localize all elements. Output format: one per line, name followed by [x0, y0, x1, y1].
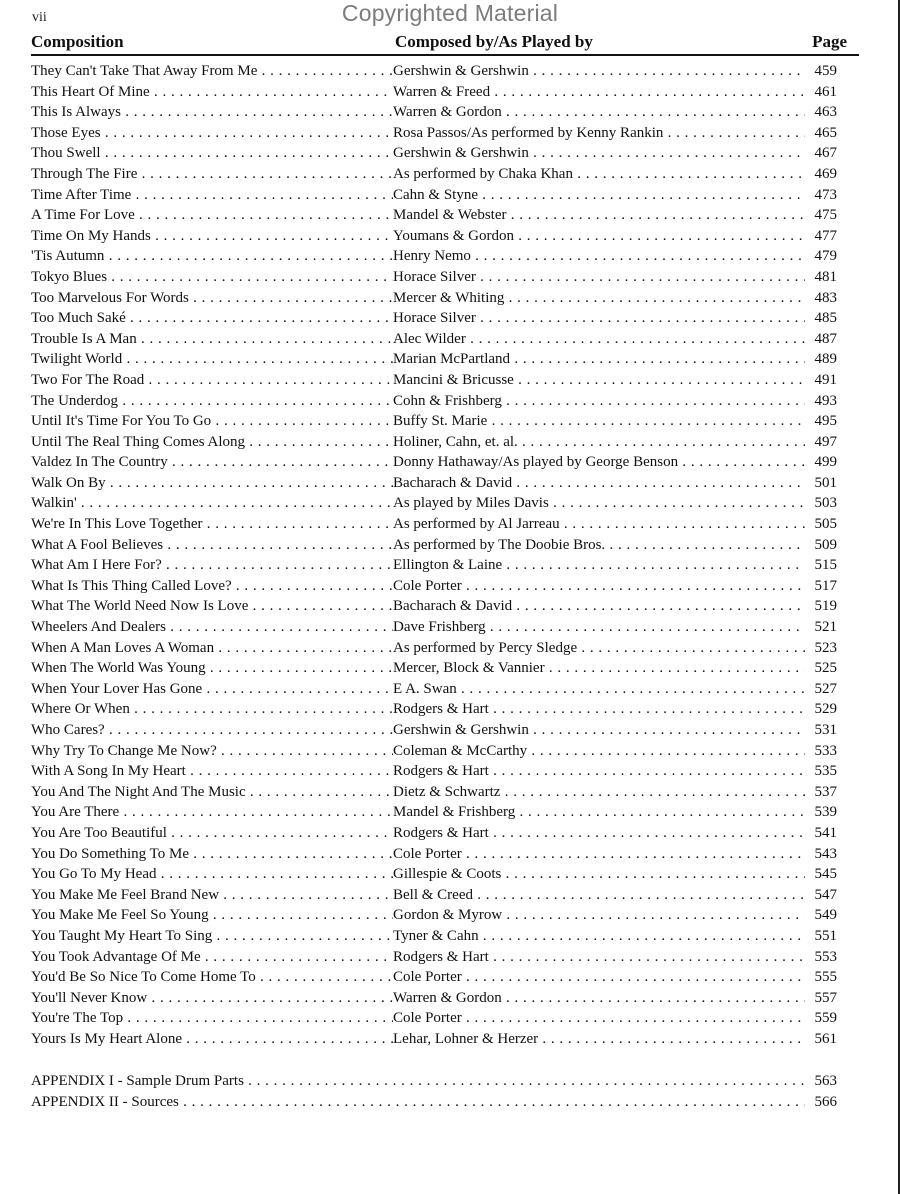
composer: Bacharach & David . . . — [393, 596, 805, 617]
table-row — [31, 473, 837, 494]
page-ref: 495 — [814, 413, 837, 430]
header-composition: Composition — [31, 32, 124, 51]
page-ref: 555 — [814, 969, 837, 986]
page-ref: 477 — [814, 227, 837, 244]
composer: Alec Wilder . . . — [393, 329, 805, 350]
page-ref: 553 — [814, 948, 837, 965]
page-ref: 529 — [814, 701, 837, 718]
composition-title: Until The Real Thing Comes Along . . . — [31, 432, 393, 453]
table-row — [31, 102, 837, 123]
table-row — [31, 226, 837, 247]
composition-title: Walk On By . . . — [31, 473, 393, 494]
composer: As played by Miles Davis . . . — [393, 493, 805, 514]
table-row — [31, 267, 837, 288]
composition-title: Until It's Time For You To Go . . . — [31, 411, 393, 432]
composition-title: Valdez In The Country . . . — [31, 452, 393, 473]
composer: Henry Nemo . . . — [393, 246, 805, 267]
composition-title: You'd Be So Nice To Come Home To . . . — [31, 967, 393, 988]
composition-title: Two For The Road . . . — [31, 370, 393, 391]
table-row — [31, 679, 837, 700]
page-ref: 521 — [814, 619, 837, 636]
composer: Rodgers & Hart . . . — [393, 761, 805, 782]
composition-title: With A Song In My Heart . . . — [31, 761, 393, 782]
composition-title: We're In This Love Together . . . — [31, 514, 393, 535]
composition-title: They Can't Take That Away From Me . . . — [31, 61, 393, 82]
table-row — [31, 143, 837, 164]
composition-title: Where Or When . . . — [31, 699, 393, 720]
page-ref: 491 — [814, 371, 837, 388]
table-row — [31, 164, 837, 185]
composer: Mandel & Webster . . . — [393, 205, 805, 226]
composer: Gershwin & Gershwin . . . — [393, 143, 805, 164]
composition-title: What A Fool Believes . . . — [31, 535, 393, 556]
composer: Cahn & Styne . . . — [393, 185, 805, 206]
table-row — [31, 617, 837, 638]
page-ref: 499 — [814, 454, 837, 471]
table-row — [31, 926, 837, 947]
page-ref: 461 — [814, 83, 837, 100]
page-ref: 533 — [814, 742, 837, 759]
composer: Gordon & Myrow . . . — [393, 905, 805, 926]
page-ref: 537 — [814, 783, 837, 800]
page-ref: 561 — [814, 1030, 837, 1047]
table-row — [31, 61, 837, 82]
composition-title: When The World Was Young . . . — [31, 658, 393, 679]
table-row — [31, 308, 837, 329]
composition-title: A Time For Love . . . — [31, 205, 393, 226]
page-ref: 545 — [814, 866, 837, 883]
table-row — [31, 947, 837, 968]
composer: Cole Porter . . . — [393, 576, 805, 597]
page-ref: 481 — [814, 268, 837, 285]
composition-title: When A Man Loves A Woman . . . — [31, 638, 393, 659]
page-ref: 479 — [814, 248, 837, 265]
contents-list — [31, 61, 837, 1050]
composition-title: You Go To My Head . . . — [31, 864, 393, 885]
page-ref: 515 — [814, 557, 837, 574]
composition-title: Through The Fire . . . — [31, 164, 393, 185]
page-ref: 551 — [814, 927, 837, 944]
composer: Mancini & Bricusse . . . — [393, 370, 805, 391]
page-ref: 525 — [814, 660, 837, 677]
table-row — [31, 514, 837, 535]
composer: Buffy St. Marie . . . — [393, 411, 805, 432]
page-ref: 505 — [814, 516, 837, 533]
composition-title: Too Much Saké . . . — [31, 308, 393, 329]
page-ref: 475 — [814, 207, 837, 224]
composition-title: You Make Me Feel So Young . . . — [31, 905, 393, 926]
composer: As performed by The Doobie Bros. . . . — [393, 535, 805, 556]
composer: Warren & Gordon . . . — [393, 988, 805, 1009]
table-row — [31, 782, 837, 803]
composer: Marian McPartland . . . — [393, 349, 805, 370]
page-ref: 489 — [814, 351, 837, 368]
composition-title: You're The Top . . . — [31, 1008, 393, 1029]
composition-title: This Heart Of Mine . . . — [31, 82, 393, 103]
page-ref: 519 — [814, 598, 837, 615]
page-ref: 523 — [814, 639, 837, 656]
composition-title: You Took Advantage Of Me . . . — [31, 947, 393, 968]
table-row — [31, 741, 837, 762]
table-row — [31, 82, 837, 103]
composer: Gillespie & Coots . . . — [393, 864, 805, 885]
table-row — [31, 1008, 837, 1029]
composition-title: Who Cares? . . . — [31, 720, 393, 741]
composer: Rodgers & Hart . . . — [393, 947, 805, 968]
table-row — [31, 844, 837, 865]
composer: Cole Porter . . . — [393, 844, 805, 865]
page-ref: 485 — [814, 310, 837, 327]
composer: Rodgers & Hart . . . — [393, 823, 805, 844]
composer: Youmans & Gordon . . . — [393, 226, 805, 247]
composer: Gershwin & Gershwin . . . — [393, 720, 805, 741]
page-ref: 509 — [814, 536, 837, 553]
composition-title: What Is This Thing Called Love? . . . — [31, 576, 393, 597]
composition-title: What Am I Here For? . . . — [31, 555, 393, 576]
table-row — [31, 1029, 837, 1050]
composition-title: The Underdog . . . — [31, 391, 393, 412]
composition-title: When Your Lover Has Gone . . . — [31, 679, 393, 700]
table-row — [31, 370, 837, 391]
composer: As performed by Chaka Khan . . . — [393, 164, 805, 185]
composition-title: Too Marvelous For Words . . . — [31, 288, 393, 309]
table-row — [31, 391, 837, 412]
composition-title: You Do Something To Me . . . — [31, 844, 393, 865]
page-ref: 549 — [814, 907, 837, 924]
composer: Tyner & Cahn . . . — [393, 926, 805, 947]
composer: Coleman & McCarthy . . . — [393, 741, 805, 762]
composition-title: Wheelers And Dealers . . . — [31, 617, 393, 638]
table-row — [31, 452, 837, 473]
copyright-watermark: Copyrighted Material — [341, 0, 559, 26]
composition-title: You'll Never Know . . . — [31, 988, 393, 1009]
composition-title: Time After Time . . . — [31, 185, 393, 206]
page-ref: 501 — [814, 474, 837, 491]
table-row — [31, 885, 837, 906]
composition-title: Thou Swell . . . — [31, 143, 393, 164]
page-ref: 539 — [814, 804, 837, 821]
composition-title: You Taught My Heart To Sing . . . — [31, 926, 393, 947]
page-number: vii — [32, 10, 47, 25]
table-row — [31, 205, 837, 226]
page-ref: 467 — [814, 145, 837, 162]
page-ref: 517 — [814, 577, 837, 594]
page-ref: 459 — [814, 63, 837, 79]
header-composed-by: Composed by/As Played by — [395, 32, 593, 51]
composer: Ellington & Laine . . . — [393, 555, 805, 576]
table-row — [31, 288, 837, 309]
table-row — [31, 329, 837, 350]
table-row — [31, 246, 837, 267]
composer: Donny Hathaway/As played by George Benson . . . — [393, 452, 805, 473]
table-row — [31, 349, 837, 370]
page-ref: 527 — [814, 680, 837, 697]
composition-title: Tokyo Blues . . . — [31, 267, 393, 288]
table-row — [31, 988, 837, 1009]
composer: Horace Silver . . . — [393, 308, 805, 329]
composition-title: You Are Too Beautiful . . . — [31, 823, 393, 844]
composer: Gershwin & Gershwin . . . — [393, 61, 805, 82]
page-ref: 487 — [814, 330, 837, 347]
composition-title: You Make Me Feel Brand New . . . — [31, 885, 393, 906]
page-ref: 465 — [814, 124, 837, 141]
page-ref: 463 — [814, 104, 837, 121]
table-row — [31, 596, 837, 617]
composer: Dave Frishberg . . . — [393, 617, 805, 638]
composer: Holiner, Cahn, et. al. . . . — [393, 432, 805, 453]
appendix-page: 566 — [814, 1093, 837, 1110]
table-header — [31, 30, 859, 56]
appendix-page: 563 — [814, 1073, 837, 1089]
header-page: Page — [812, 32, 847, 51]
composition-title: Time On My Hands . . . — [31, 226, 393, 247]
page-ref: 557 — [814, 989, 837, 1006]
table-row — [31, 185, 837, 206]
table-row — [31, 432, 837, 453]
table-row — [31, 761, 837, 782]
table-row — [31, 658, 837, 679]
composition-title: Twilight World . . . — [31, 349, 393, 370]
appendix-row — [31, 1071, 837, 1092]
composition-title: Yours Is My Heart Alone . . . — [31, 1029, 393, 1050]
table-row — [31, 123, 837, 144]
page-ref: 469 — [814, 165, 837, 182]
composition-title: Those Eyes . . . — [31, 123, 393, 144]
page-ref: 543 — [814, 845, 837, 862]
table-row — [31, 535, 837, 556]
composer: Bacharach & David . . . — [393, 473, 805, 494]
appendix-label: APPENDIX I - Sample Drum Parts . . . — [31, 1071, 805, 1092]
composer: Rodgers & Hart . . . — [393, 699, 805, 720]
composer: Cole Porter . . . — [393, 1008, 805, 1029]
page-ref: 493 — [814, 392, 837, 409]
table-row — [31, 967, 837, 988]
composer: Warren & Freed . . . — [393, 82, 805, 103]
page-ref: 497 — [814, 433, 837, 450]
composition-title: Trouble Is A Man . . . — [31, 329, 393, 350]
table-row — [31, 576, 837, 597]
composition-title: Walkin' . . . — [31, 493, 393, 514]
page-ref: 483 — [814, 289, 837, 306]
composer: Mandel & Frishberg . . . — [393, 802, 805, 823]
composer: As performed by Percy Sledge . . . — [393, 638, 805, 659]
page-ref: 541 — [814, 824, 837, 841]
table-row — [31, 638, 837, 659]
table-row — [31, 823, 837, 844]
table-row — [31, 905, 837, 926]
composition-title: You And The Night And The Music . . . — [31, 782, 393, 803]
composer: Mercer & Whiting . . . — [393, 288, 805, 309]
composer: Bell & Creed . . . — [393, 885, 805, 906]
table-row — [31, 699, 837, 720]
composer: Cohn & Frishberg . . . — [393, 391, 805, 412]
composer: Mercer, Block & Vannier . . . — [393, 658, 805, 679]
table-row — [31, 720, 837, 741]
table-row — [31, 864, 837, 885]
appendix-label: APPENDIX II - Sources . . . — [31, 1092, 805, 1113]
composition-title: This Is Always . . . — [31, 102, 393, 123]
composer: Cole Porter . . . — [393, 967, 805, 988]
composition-title: You Are There . . . — [31, 802, 393, 823]
appendix-list — [31, 1071, 837, 1112]
page-ref: 535 — [814, 763, 837, 780]
composition-title: What The World Need Now Is Love . . . — [31, 596, 393, 617]
page-ref: 547 — [814, 886, 837, 903]
composer: As performed by Al Jarreau . . . — [393, 514, 805, 535]
composer: Horace Silver . . . — [393, 267, 805, 288]
page-ref: 473 — [814, 186, 837, 203]
composer: E A. Swan . . . — [393, 679, 805, 700]
composer: Lehar, Lohner & Herzer . . . — [393, 1029, 805, 1050]
composer: Warren & Gordon . . . — [393, 102, 805, 123]
table-row — [31, 555, 837, 576]
table-row — [31, 802, 837, 823]
table-row — [31, 493, 837, 514]
table-row — [31, 411, 837, 432]
composition-title: Why Try To Change Me Now? . . . — [31, 741, 393, 762]
page-ref: 531 — [814, 722, 837, 738]
composer: Rosa Passos/As performed by Kenny Rankin . . . — [393, 123, 805, 144]
page-ref: 503 — [814, 495, 837, 512]
page-ref: 559 — [814, 1010, 837, 1027]
composer: Dietz & Schwartz . . . — [393, 782, 805, 803]
composition-title: 'Tis Autumn . . . — [31, 246, 393, 267]
appendix-row — [31, 1092, 837, 1113]
